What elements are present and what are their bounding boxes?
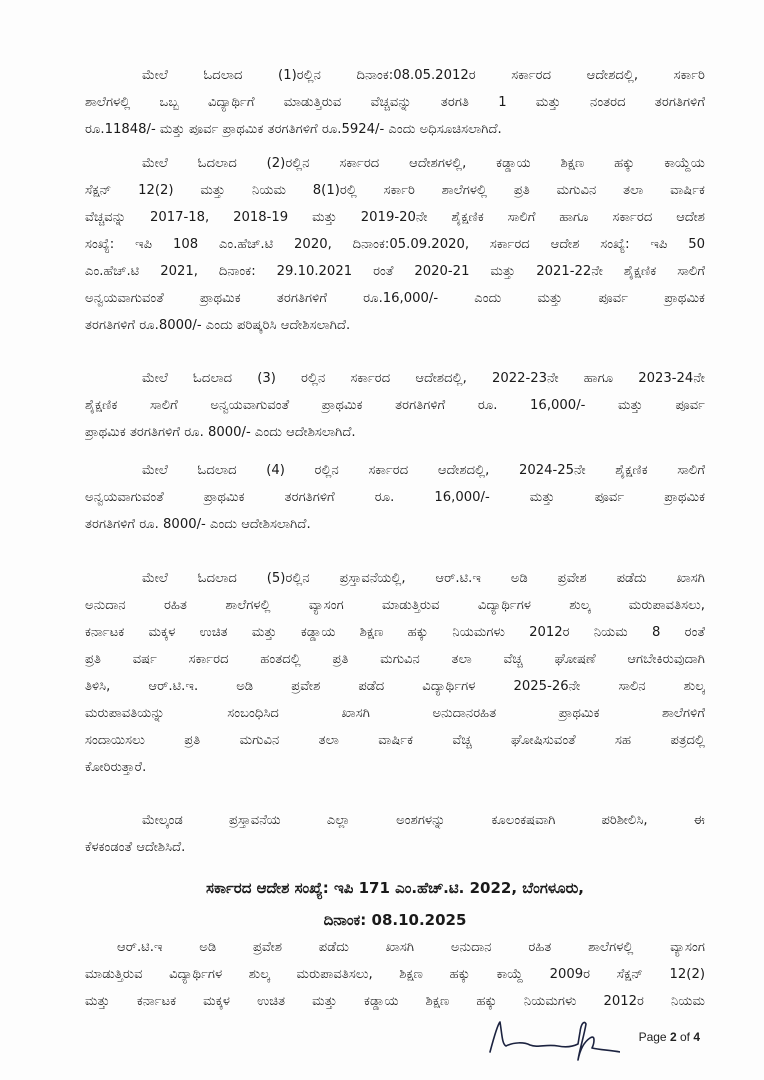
paragraph-line: ಸೆಕ್ಷನ್ 12(2) ಮತ್ತು ನಿಯಮ 8(1)ರಲ್ಲಿ ಸರ್ಕಾರಿ ಶಾಲೆಗಳಲ್ಲಿ ಪ್ರತಿ ಮಗುವಿನ ತಲಾ ವಾರ್ಷಿಕ	[85, 183, 705, 198]
paragraph-line: ತಿಳಿಸಿ, ಆರ್.ಟಿ.ಇ. ಅಡಿ ಪ್ರವೇಶ ಪಡೆದ ವಿದ್ಯಾರ್ಥಿಗಳ 2025-26ನೇ ಸಾಲಿನ ಶುಲ್ಕ	[85, 679, 705, 694]
paragraph-6	[85, 807, 705, 861]
paragraph-line: ಶೈಕ್ಷಣಿಕ ಸಾಲಿಗೆ ಅನ್ವಯವಾಗುವಂತೆ ಪ್ರಾಥಮಿಕ ತರಗತಿಗಳಿಗೆ ರೂ. 16,000/- ಮತ್ತು ಪೂರ್ವ	[85, 398, 705, 413]
paragraph-line: ಕೋರಿರುತ್ತಾರೆ.	[85, 760, 147, 775]
paragraph-line: ಮೇಲೆ ಓದಲಾದ (4) ರಲ್ಲಿನ ಸರ್ಕಾರದ ಆದೇಶದಲ್ಲಿ, 2024-25ನೇ ಶೈಕ್ಷಣಿಕ ಸಾಲಿಗೆ	[142, 463, 705, 478]
paragraph-3	[85, 365, 705, 446]
paragraph-line: ರೂ.11848/- ಮತ್ತು ಪೂರ್ವ ಪ್ರಾಥಮಿಕ ತರಗತಿಗಳಿಗೆ ರೂ.5924/- ಎಂದು ಅಧಿಸೂಚಿಸಲಾಗಿದೆ.	[85, 122, 502, 137]
paragraph-line: ಮರುಪಾವತಿಯನ್ನು ಸಂಬಂಧಿಸಿದ ಖಾಸಗಿ ಅನುದಾನರಹಿತ ಪ್ರಾಥಮಿಕ ಶಾಲೆಗಳಿಗೆ	[85, 706, 705, 721]
paragraph-1	[85, 62, 705, 143]
signature-image	[480, 1012, 620, 1062]
paragraph-line: ಮತ್ತು ಕರ್ನಾಟಕ ಮಕ್ಕಳ ಉಚಿತ ಮತ್ತು ಕಡ್ಡಾಯ ಶಿಕ್ಷಣ ಹಕ್ಕು ನಿಯಮಗಳು 2012ರ ನಿಯಮ	[85, 994, 705, 1009]
page-number-prefix: Page	[638, 1030, 670, 1044]
paragraph-line: ತರಗತಿಗಳಿಗೆ ರೂ.8000/- ಎಂದು ಪರಿಷ್ಕರಿಸಿ ಆದೇಶಿಸಲಾಗಿದೆ.	[85, 318, 351, 333]
order-heading	[85, 873, 705, 935]
paragraph-line: ಮೇಲೆ ಓದಲಾದ (2)ರಲ್ಲಿನ ಸರ್ಕಾರದ ಆದೇಶಗಳಲ್ಲಿ, ಕಡ್ಡಾಯ ಶಿಕ್ಷಣ ಹಕ್ಕು ಕಾಯ್ದೆಯ	[142, 156, 705, 171]
paragraph-line: ಎಂ.ಹೆಚ್.ಟಿ 2021, ದಿನಾಂಕ: 29.10.2021 ರಂತೆ 2020-21 ಮತ್ತು 2021-22ನೇ ಶೈಕ್ಷಣಿಕ ಸಾಲಿಗೆ	[85, 264, 705, 279]
paragraph-line: ಆರ್.ಟಿ.ಇ ಅಡಿ ಪ್ರವೇಶ ಪಡೆದು ಖಾಸಗಿ ಅನುದಾನ ರಹಿತ ಶಾಲೆಗಳಲ್ಲಿ ವ್ಯಾಸಂಗ	[117, 940, 705, 955]
paragraph-line: ಕರ್ನಾಟಕ ಮಕ್ಕಳ ಉಚಿತ ಮತ್ತು ಕಡ್ಡಾಯ ಶಿಕ್ಷಣ ಹಕ್ಕು ನಿಯಮಗಳು 2012ರ ನಿಯಮ 8 ರಂತೆ	[85, 625, 705, 640]
page-number-separator: of	[676, 1030, 694, 1044]
paragraph-line: ಅನುದಾನ ರಹಿತ ಶಾಲೆಗಳಲ್ಲಿ ವ್ಯಾಸಂಗ ಮಾಡುತ್ತಿರುವ ವಿದ್ಯಾರ್ಥಿಗಳ ಶುಲ್ಕ ಮರುಪಾವತಿಸಲು,	[85, 598, 705, 613]
paragraph-line: ಮೇಲ್ಕಂಡ ಪ್ರಸ್ತಾವನೆಯ ಎಲ್ಲಾ ಅಂಶಗಳನ್ನು ಕೂಲಂಕಷವಾಗಿ ಪರಿಶೀಲಿಸಿ, ಈ	[142, 813, 705, 828]
paragraph-5	[85, 565, 705, 781]
order-number: ಸರ್ಕಾರದ ಆದೇಶ ಸಂಖ್ಯೆ: ಇಪಿ 171 ಎಂ.ಹೆಚ್.ಟಿ. 2022, ಬೆಂಗಳೂರು,	[205, 879, 584, 897]
page-number-current: 2	[669, 1030, 677, 1044]
paragraph-2	[85, 150, 705, 339]
page-number-total: 4	[693, 1030, 700, 1044]
paragraph-line: ಪ್ರಾಥಮಿಕ ತರಗತಿಗಳಿಗೆ ರೂ. 8000/- ಎಂದು ಆದೇಶಿಸಲಾಗಿದೆ.	[85, 425, 356, 440]
paragraph-line: ಮೇಲೆ ಓದಲಾದ (5)ರಲ್ಲಿನ ಪ್ರಸ್ತಾವನೆಯಲ್ಲಿ, ಆರ್.ಟಿ.ಇ ಅಡಿ ಪ್ರವೇಶ ಪಡೆದು ಖಾಸಗಿ	[142, 571, 705, 586]
paragraph-4	[85, 457, 705, 538]
paragraph-line: ವೆಚ್ಚವನ್ನು 2017-18, 2018-19 ಮತ್ತು 2019-20ನೇ ಶೈಕ್ಷಣಿಕ ಸಾಲಿಗೆ ಹಾಗೂ ಸರ್ಕಾರದ ಆದೇಶ	[85, 210, 705, 225]
paragraph-line: ಮೇಲೆ ಓದಲಾದ (3) ರಲ್ಲಿನ ಸರ್ಕಾರದ ಆದೇಶದಲ್ಲಿ, 2022-23ನೇ ಹಾಗೂ 2023-24ನೇ	[142, 371, 705, 386]
paragraph-line: ಸಂಖ್ಯೆ: ಇಪಿ 108 ಎಂ.ಹೆಚ್.ಟಿ 2020, ದಿನಾಂಕ:05.09.2020, ಸರ್ಕಾರದ ಆದೇಶ ಸಂಖ್ಯೆ: ಇಪಿ 50	[85, 237, 705, 252]
order-date: ದಿನಾಂಕ: 08.10.2025	[323, 911, 467, 929]
paragraph-line: ಕೆಳಕಂಡಂತೆ ಆದೇಶಿಸಿದೆ.	[85, 840, 186, 855]
page-footer	[470, 1012, 710, 1062]
paragraph-line: ಅನ್ವಯವಾಗುವಂತೆ ಪ್ರಾಥಮಿಕ ತರಗತಿಗಳಿಗೆ ರೂ. 16,000/- ಮತ್ತು ಪೂರ್ವ ಪ್ರಾಥಮಿಕ	[85, 490, 705, 505]
paragraph-line: ಸಂದಾಯಿಸಲು ಪ್ರತಿ ಮಗುವಿನ ತಲಾ ವಾರ್ಷಿಕ ವೆಚ್ಚ ಘೋಷಿಸುವಂತೆ ಸಹ ಪತ್ರದಲ್ಲಿ	[85, 733, 705, 748]
paragraph-line: ಮೇಲೆ ಓದಲಾದ (1)ರಲ್ಲಿನ ದಿನಾಂಕ:08.05.2012ರ ಸರ್ಕಾರದ ಆದೇಶದಲ್ಲಿ, ಸರ್ಕಾರಿ	[142, 68, 705, 83]
page-number	[639, 1030, 700, 1044]
paragraph-line: ಪ್ರತಿ ವರ್ಷ ಸರ್ಕಾರದ ಹಂತದಲ್ಲಿ ಪ್ರತಿ ಮಗುವಿನ ತಲಾ ವೆಚ್ಚ ಘೋಷಣೆ ಆಗಬೇಕಿರುವುದಾಗಿ	[85, 652, 705, 667]
paragraph-line: ತರಗತಿಗಳಿಗೆ ರೂ. 8000/- ಎಂದು ಆದೇಶಿಸಲಾಗಿದೆ.	[85, 517, 311, 532]
paragraph-line: ಅನ್ವಯವಾಗುವಂತೆ ಪ್ರಾಥಮಿಕ ತರಗತಿಗಳಿಗೆ ರೂ.16,000/- ಎಂದು ಮತ್ತು ಪೂರ್ವ ಪ್ರಾಥಮಿಕ	[85, 291, 705, 306]
paragraph-line: ಮಾಡುತ್ತಿರುವ ವಿದ್ಯಾರ್ಥಿಗಳ ಶುಲ್ಕ ಮರುಪಾವತಿಸಲು, ಶಿಕ್ಷಣ ಹಕ್ಕು ಕಾಯ್ದೆ 2009ರ ಸೆಕ್ಷನ್ 12(2)	[85, 967, 705, 982]
paragraph-line: ಶಾಲೆಗಳಲ್ಲಿ ಒಬ್ಬ ವಿದ್ಯಾರ್ಥಿಗೆ ಮಾಡುತ್ತಿರುವ ವೆಚ್ಚವನ್ನು ತರಗತಿ 1 ಮತ್ತು ನಂತರದ ತರಗತಿಗಳಿಗೆ	[85, 95, 705, 110]
order-body	[85, 934, 705, 1015]
